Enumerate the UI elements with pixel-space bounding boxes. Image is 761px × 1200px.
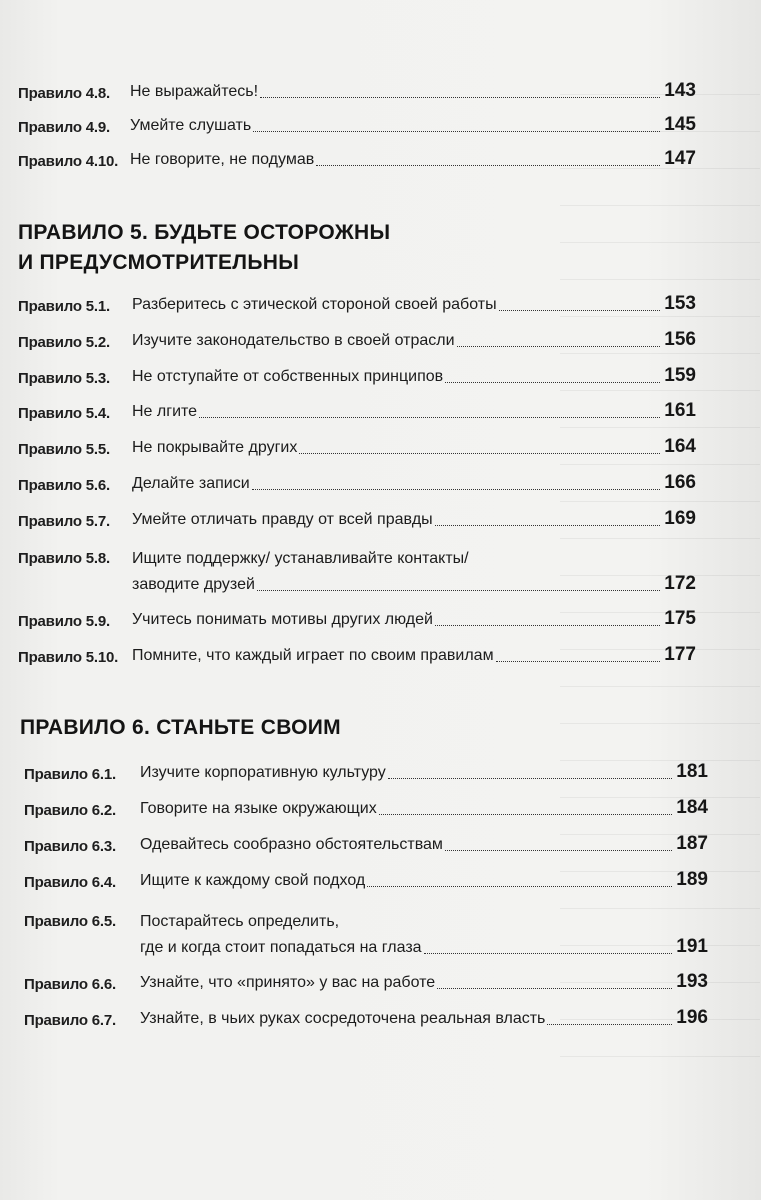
rule-number: Правило 5.10. [18,649,119,666]
dot-leader [379,813,673,815]
dot-leader [260,96,660,98]
page-number: 189 [676,869,708,890]
toc-entry[interactable] [18,293,696,315]
chapter-heading-line: И ПРЕДУСМОТРИТЕЛЬНЫ [18,251,300,274]
rule-title: Умейте отличать правду от всей правды [132,511,433,528]
dot-leader [496,660,661,662]
dot-leader [424,952,673,954]
page-number: 181 [676,761,708,782]
rule-title-last-line [132,573,696,595]
rule-title: Ищите к каждому свой подход [140,872,366,889]
dot-leader [388,777,673,779]
dot-leader [499,309,661,311]
rule-title: Изучите законодательство в своей отрасли [132,332,455,349]
rule-title-last-line [140,936,708,958]
chapter-heading [18,218,390,278]
rule-number: Правило 5.7. [18,513,111,530]
toc-entry[interactable] [18,365,696,387]
dot-leader [253,130,660,132]
rule-number: Правило 6.1. [24,766,117,783]
page-number: 177 [664,644,696,665]
rule-number: Правило 5.9. [18,613,111,630]
rule-title: Одевайтесь сообразно обстоятельствам [140,836,443,853]
dot-leader [445,849,672,851]
rule-number: Правило 5.4. [18,405,111,422]
dot-leader [435,624,660,626]
chapter-heading [20,713,341,743]
page-number: 164 [664,436,696,457]
toc-entry[interactable] [18,608,696,630]
rule-title: Помните, что каждый играет по своим правилам [132,647,494,664]
page-number: 153 [664,293,696,314]
toc-entry[interactable] [18,148,696,170]
page-number: 172 [664,573,696,594]
rule-title: Не отступайте от собственных принципов [132,368,444,385]
rule-title: Не говорите, не подумав [130,151,315,168]
rule-title: Узнайте, в чьих руках сосредоточена реальная власть [140,1010,546,1027]
toc-entry[interactable] [24,833,708,855]
rule-title: Изучите корпоративную культуру [140,764,386,781]
rule-number: Правило 6.6. [24,976,117,993]
page-number: 159 [664,365,696,386]
rule-title: Узнайте, что «принято» у вас на работе [140,974,436,991]
rule-number: Правило 6.5. [24,913,117,930]
rule-title-block [140,910,708,958]
toc-entry[interactable] [18,114,696,136]
dot-leader [445,381,660,383]
toc-entry[interactable] [18,400,696,422]
toc-entry[interactable] [24,1007,708,1029]
dot-leader [252,488,661,490]
rule-title: Делайте записи [132,475,250,492]
rule-title: Не выражайтесь! [130,83,259,100]
rule-title: Учитесь понимать мотивы других людей [132,611,433,628]
rule-number: Правило 5.1. [18,298,111,315]
rule-number: Правило 6.3. [24,838,117,855]
page-number: 145 [664,114,696,135]
rule-number: Правило 5.2. [18,334,111,351]
dot-leader [437,987,672,989]
toc-entry[interactable] [24,869,708,891]
toc-entry[interactable] [18,644,696,666]
dot-leader [199,416,660,418]
page-number: 175 [664,608,696,629]
page-number: 143 [664,80,696,101]
rule-title-line: Ищите поддержку/ устанавливайте контакты/ [132,550,469,567]
page-number: 187 [676,833,708,854]
rule-number: Правило 5.3. [18,370,111,387]
page-number: 161 [664,400,696,421]
toc-entry[interactable] [18,80,696,102]
dot-leader [257,589,660,591]
page-number: 196 [676,1007,708,1028]
rule-title: Умейте слушать [130,117,252,134]
rule-number: Правило 4.9. [18,119,111,136]
chapter-heading-line: ПРАВИЛО 5. БУДЬТЕ ОСТОРОЖНЫ [18,221,391,244]
rule-title: Говорите на языке окружающих [140,800,377,817]
rule-number: Правило 5.5. [18,441,111,458]
rule-title: Не лгите [132,403,198,420]
rule-title-block [132,547,696,595]
toc-entry[interactable] [24,797,708,819]
page-number: 156 [664,329,696,350]
rule-number: Правило 5.6. [18,477,111,494]
dot-leader [435,524,661,526]
rule-title: Не покрывайте других [132,439,298,456]
page-number: 184 [676,797,708,818]
rule-number: Правило 6.4. [24,874,117,891]
dot-leader [316,164,660,166]
page-number: 166 [664,472,696,493]
rule-title-line: заводите друзей [132,576,255,593]
dot-leader [299,452,660,454]
page-number: 147 [664,148,696,169]
toc-entry[interactable] [24,910,708,958]
chapter-heading-line: ПРАВИЛО 6. СТАНЬТЕ СВОИМ [20,716,341,739]
rule-title: Разберитесь с этической стороной своей работы [132,296,497,313]
rule-number: Правило 4.8. [18,85,111,102]
dot-leader [367,885,672,887]
page-number: 193 [676,971,708,992]
rule-number: Правило 6.7. [24,1012,117,1029]
dot-leader [457,345,661,347]
toc-entry[interactable] [18,508,696,530]
rule-number: Правило 5.8. [18,550,111,567]
toc-entry[interactable] [18,436,696,458]
rule-title-line: где и когда стоит попадаться на глаза [140,939,422,956]
toc-entry[interactable] [18,329,696,351]
page-number: 191 [676,936,708,957]
toc-entry[interactable] [24,761,708,783]
dot-leader [547,1023,672,1025]
rule-number: Правило 6.2. [24,802,117,819]
toc-entry[interactable] [18,472,696,494]
toc-entry[interactable] [18,547,696,595]
rule-title-line: Постарайтесь определить, [140,913,340,930]
toc-entry[interactable] [24,971,708,993]
page-number: 169 [664,508,696,529]
rule-number: Правило 4.10. [18,153,119,170]
